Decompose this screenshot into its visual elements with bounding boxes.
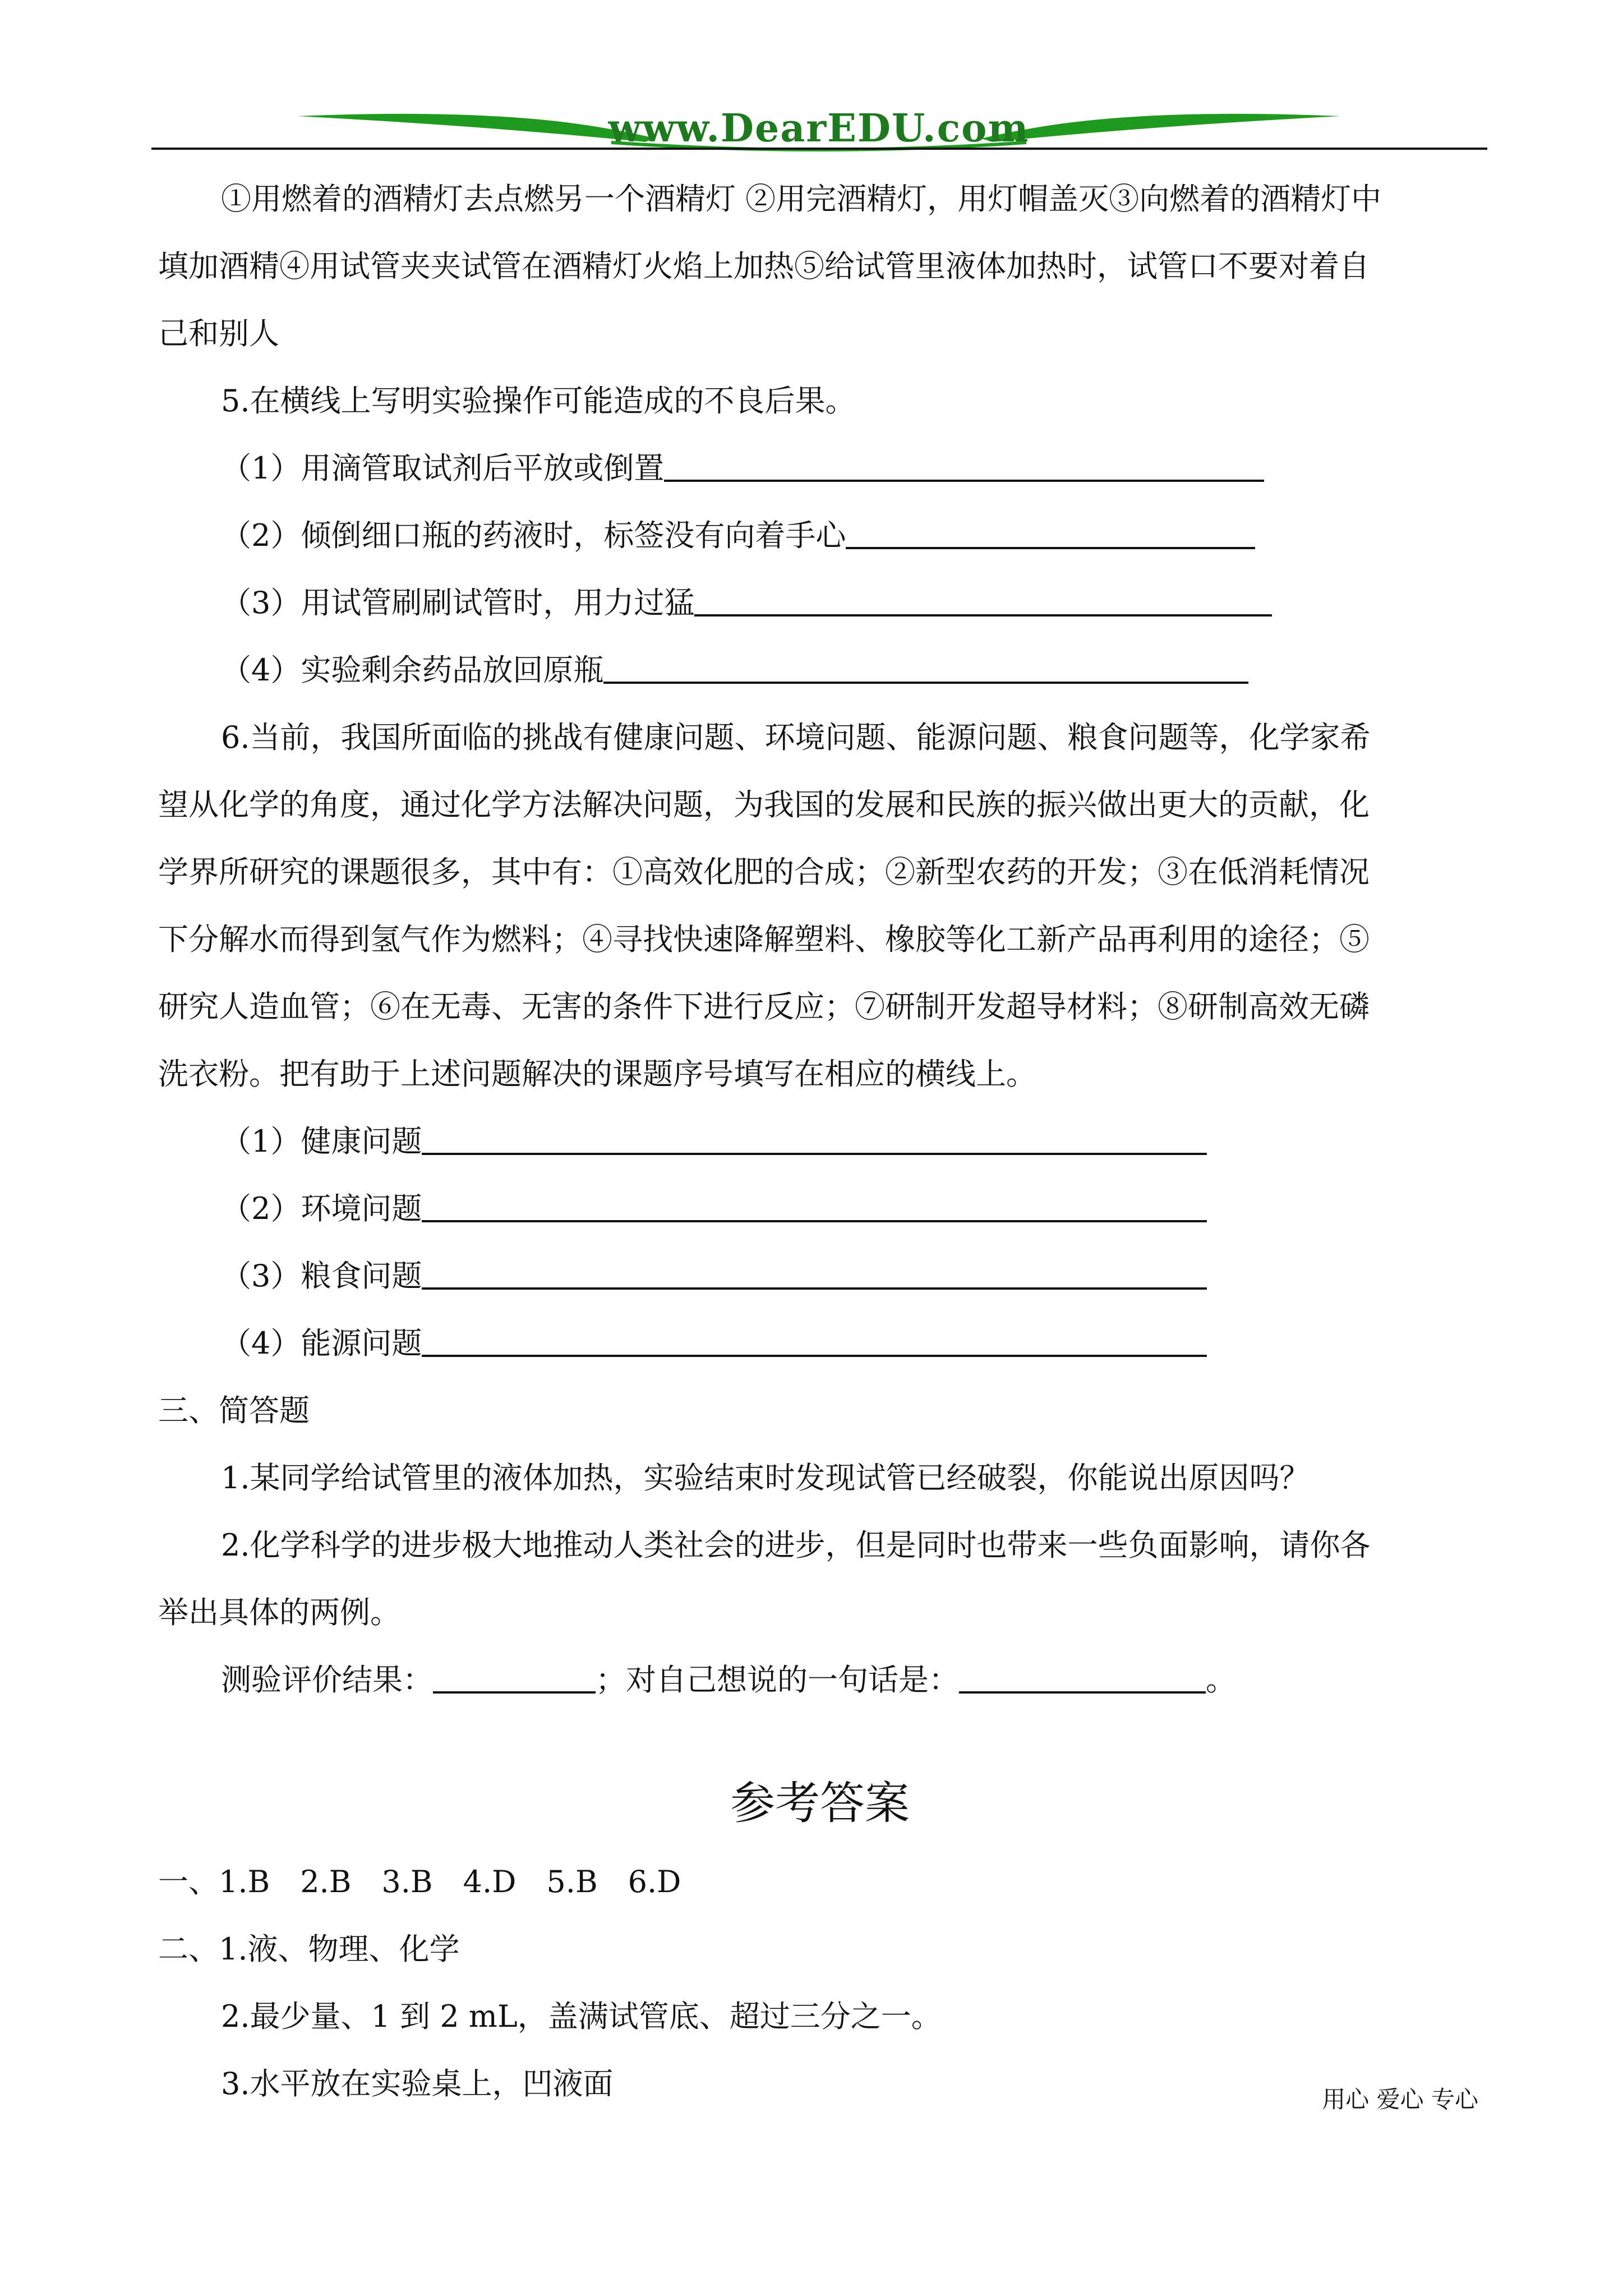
self-note-blank[interactable] bbox=[959, 1661, 1206, 1694]
q5-item-1: （1）用滴管取试剂后平放或倒置 bbox=[158, 435, 1482, 502]
document-body bbox=[158, 165, 1482, 2118]
site-header-logo bbox=[151, 104, 1486, 160]
section3-q1: 1.某同学给试管里的液体加热，实验结束时发现试管已经破裂，你能说出原因吗？ bbox=[221, 1460, 1310, 1496]
answers-part-2-item-3: 3.水平放在实验桌上，凹液面 bbox=[221, 2066, 614, 2101]
answer-blank[interactable] bbox=[694, 584, 1272, 616]
answer-blank[interactable] bbox=[846, 517, 1255, 549]
evaluation-result-blank[interactable] bbox=[433, 1661, 596, 1694]
self-evaluation-line: 测验评价结果： ；对自己想说的一句话是： 。 bbox=[221, 1662, 1236, 1697]
answer-blank[interactable] bbox=[603, 651, 1248, 684]
q6-item-4: （4）能源问题 bbox=[158, 1310, 1482, 1377]
section3-title: 三、简答题 bbox=[158, 1393, 310, 1428]
q6-line-4: 下分解水而得到氢气作为燃料；④寻找快速降解塑料、橡胶等化工新产品再利用的途径；⑤ bbox=[158, 922, 1370, 957]
q5-item-4: （4）实验剩余药品放回原瓶 bbox=[158, 637, 1482, 704]
q6-line-2: 望从化学的角度，通过化学方法解决问题，为我国的发展和民族的振兴做出更大的贡献，化 bbox=[158, 787, 1370, 822]
q6-line-5: 研究人造血管；⑥在无毒、无害的条件下进行反应；⑦研制开发超导材料；⑧研制高效无磷 bbox=[158, 989, 1370, 1024]
answer-key-title: 参考答案 bbox=[730, 1777, 910, 1829]
q6-item-2: （2）环境问题 bbox=[158, 1175, 1482, 1243]
q6-line-3: 学界所研究的课题很多，其中有：①高效化肥的合成；②新型农药的开发；③在低消耗情况 bbox=[158, 854, 1370, 890]
q6-item-3: （3）粮食问题 bbox=[158, 1243, 1482, 1310]
q5-stem: 5.在横线上写明实验操作可能造成的不良后果。 bbox=[221, 383, 856, 418]
q4-tail-line-1: ①用燃着的酒精灯去点燃另一个酒精灯 ②用完酒精灯，用灯帽盖灭③向燃着的酒精灯中 bbox=[221, 181, 1382, 217]
section3-q2-line-1: 2.化学科学的进步极大地推动人类社会的进步，但是同时也带来一些负面影响，请你各 bbox=[221, 1527, 1371, 1563]
header-divider bbox=[151, 148, 1487, 150]
q4-tail-line-3: 己和别人 bbox=[158, 316, 279, 351]
answer-blank[interactable] bbox=[422, 1257, 1207, 1290]
q5-item-3: （3）用试管刷刷试管时，用力过猛 bbox=[158, 569, 1482, 637]
q5-item-2: （2）倾倒细口瓶的药液时，标签没有向着手心 bbox=[158, 502, 1482, 569]
answers-part-2-item-2: 2.最少量、1 到 2 mL，盖满试管底、超过三分之一。 bbox=[221, 1999, 942, 2034]
page-footer: 用心 爱心 专心 bbox=[1322, 2086, 1478, 2113]
q6-item-1: （1）健康问题 bbox=[158, 1108, 1482, 1175]
answer-blank[interactable] bbox=[422, 1190, 1207, 1222]
answer-blank[interactable] bbox=[422, 1122, 1207, 1155]
section3-q2-line-2: 举出具体的两例。 bbox=[158, 1595, 400, 1630]
logo-text: www.DearEDU.com bbox=[608, 106, 1030, 151]
q6-line-1: 6.当前，我国所面临的挑战有健康问题、环境问题、能源问题、粮食问题等，化学家希 bbox=[221, 720, 1371, 755]
answer-blank[interactable] bbox=[664, 449, 1264, 482]
q4-tail-line-2: 填加酒精④用试管夹夹试管在酒精灯火焰上加热⑤给试管里液体加热时，试管口不要对着自 bbox=[158, 249, 1370, 284]
answer-blank[interactable] bbox=[422, 1324, 1207, 1357]
answers-part-1: 一、1.B 2.B 3.B 4.D 5.B 6.D bbox=[158, 1864, 681, 1899]
answers-part-2-item-1: 二、1.液、物理、化学 bbox=[158, 1931, 460, 1967]
q6-line-6: 洗衣粉。把有助于上述问题解决的课题序号填写在相应的横线上。 bbox=[158, 1056, 1036, 1092]
